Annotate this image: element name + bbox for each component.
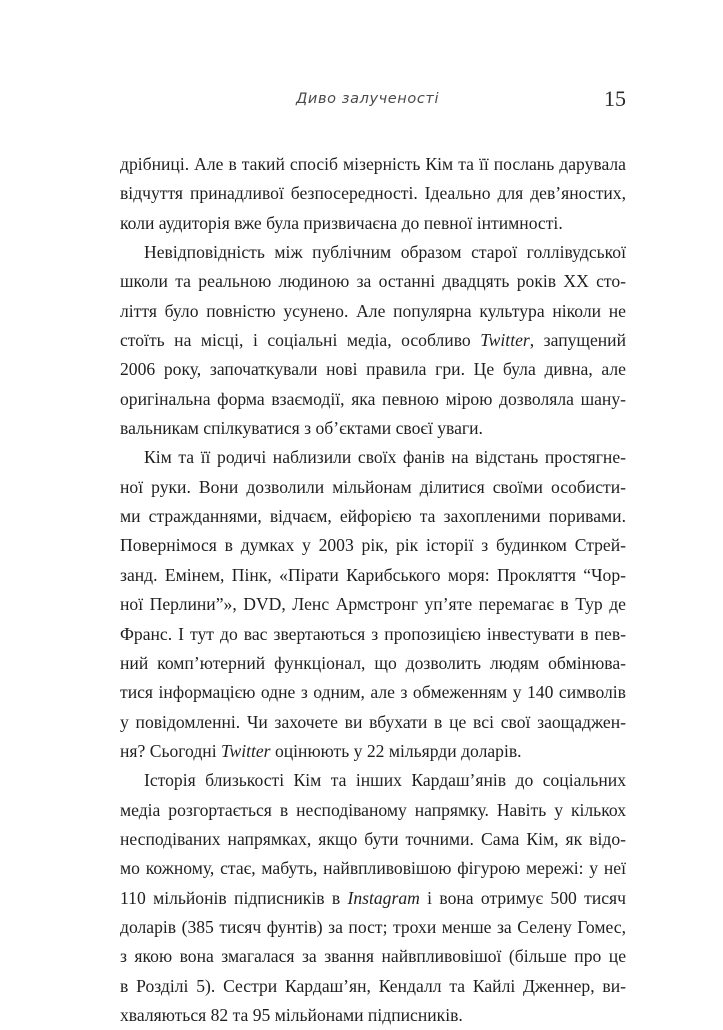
text-line: вальникам спілкуватися з об’єктами своєї уваги. (120, 418, 483, 439)
emphasis-text: Twitter (221, 740, 271, 761)
text-line: Невідповідність між публічним образом старої голлівудської (144, 242, 626, 263)
text-line: доларів (385 тисяч фунтів) за пост; трохи менше за Селену Гомес, (120, 916, 626, 937)
paragraph (120, 238, 626, 443)
text-fragment: стоїть на місці, і соціальні медіа, особливо (120, 330, 481, 351)
text-fragment: і вона отримує 500 тисяч (419, 887, 626, 908)
page-number: 15 (604, 86, 626, 111)
emphasis-text: Twitter (480, 330, 530, 351)
text-line: мо кожному, стає, мабуть, найвпливовішою фігурою мережі: у неї (120, 858, 626, 879)
text-line: ної Перлини”», DVD, Ленс Армстронг уп’яте перемагає в Тур де (120, 594, 626, 615)
text-line: в Розділі 5). Сестри Кардаш’ян, Кендалл та Кайлі Дженнер, ви- (120, 975, 626, 996)
text-line: 2006 року, започаткували нові правила гри. Це була дивна, але (120, 359, 626, 380)
text-line: хваляються 82 та 95 мільйонами підписників. (120, 1004, 463, 1025)
text-line: оригінальна форма взаємодії, яка певною мірою дозволяла шану- (120, 388, 626, 409)
text-line: Повернімося в думках у 2003 рік, рік історії з будинком Стрей- (120, 535, 626, 556)
body-text (120, 150, 626, 1030)
text-line: у повідомленні. Чи захочете ви вбухати в це всі свої заощаджен- (120, 711, 626, 732)
text-line: ліття було повністю усунено. Але популярна культура ніколи не (120, 300, 626, 321)
text-line: коли аудиторія вже була призвичаєна до певної інтимності. (120, 212, 563, 233)
text-line: відчуття принадливої безпосередності. Ідеально для дев’яностих, (120, 183, 626, 204)
text-line: Історія близькості Кім та інших Кардаш’янів до соціальних (144, 770, 626, 791)
text-line: дрібниці. Але в такий спосіб мізерність Кім та її послань дарувала (120, 154, 626, 174)
text-line: школи та реальною людиною за останні двадцять років ХХ сто- (120, 271, 626, 292)
text-line (120, 884, 626, 913)
text-line: тися інформацією одне з одним, але з обмеженням у 140 символів (120, 682, 626, 703)
text-fragment: 110 мільйонів підписників в (120, 887, 348, 908)
text-line: ми стражданнями, відчаєм, ейфорією та захопленими поривами. (120, 506, 626, 527)
text-line: медіа розгортається в несподіваному напрямку. Навіть у кількох (120, 799, 626, 820)
text-fragment: оцінюють у 22 мільярди доларів. (270, 740, 522, 761)
running-title: Диво залученості (296, 91, 440, 107)
text-fragment: ня? Сьогодні (120, 740, 221, 761)
text-line (120, 326, 626, 355)
text-line: занд. Емінем, Пінк, «Пірати Карибського моря: Прокляття “Чор- (120, 564, 626, 585)
running-header (120, 86, 626, 120)
text-line: Кім та її родичі наблизили своїх фанів на відстань простягне- (144, 447, 626, 468)
text-fragment: , запущений (529, 330, 627, 351)
paragraph (120, 150, 626, 238)
text-line: ної руки. Вони дозволили мільйонам ділитися своїми особисти- (120, 476, 626, 497)
emphasis-text: Instagram (347, 887, 420, 908)
text-line: Франс. І тут до вас звертаються з пропозицією інвестувати в пев- (120, 623, 626, 644)
paragraph (120, 443, 626, 766)
text-line (120, 737, 626, 766)
text-line: несподіваних напрямках, якщо бути точними. Сама Кім, як відо- (120, 828, 626, 849)
text-line: ний комп’ютерний функціонал, що дозволить людям обмінюва- (120, 652, 626, 673)
paragraph (120, 766, 626, 1030)
text-line: з якою вона змагалася за звання найвпливовішої (більше про це (120, 946, 626, 967)
